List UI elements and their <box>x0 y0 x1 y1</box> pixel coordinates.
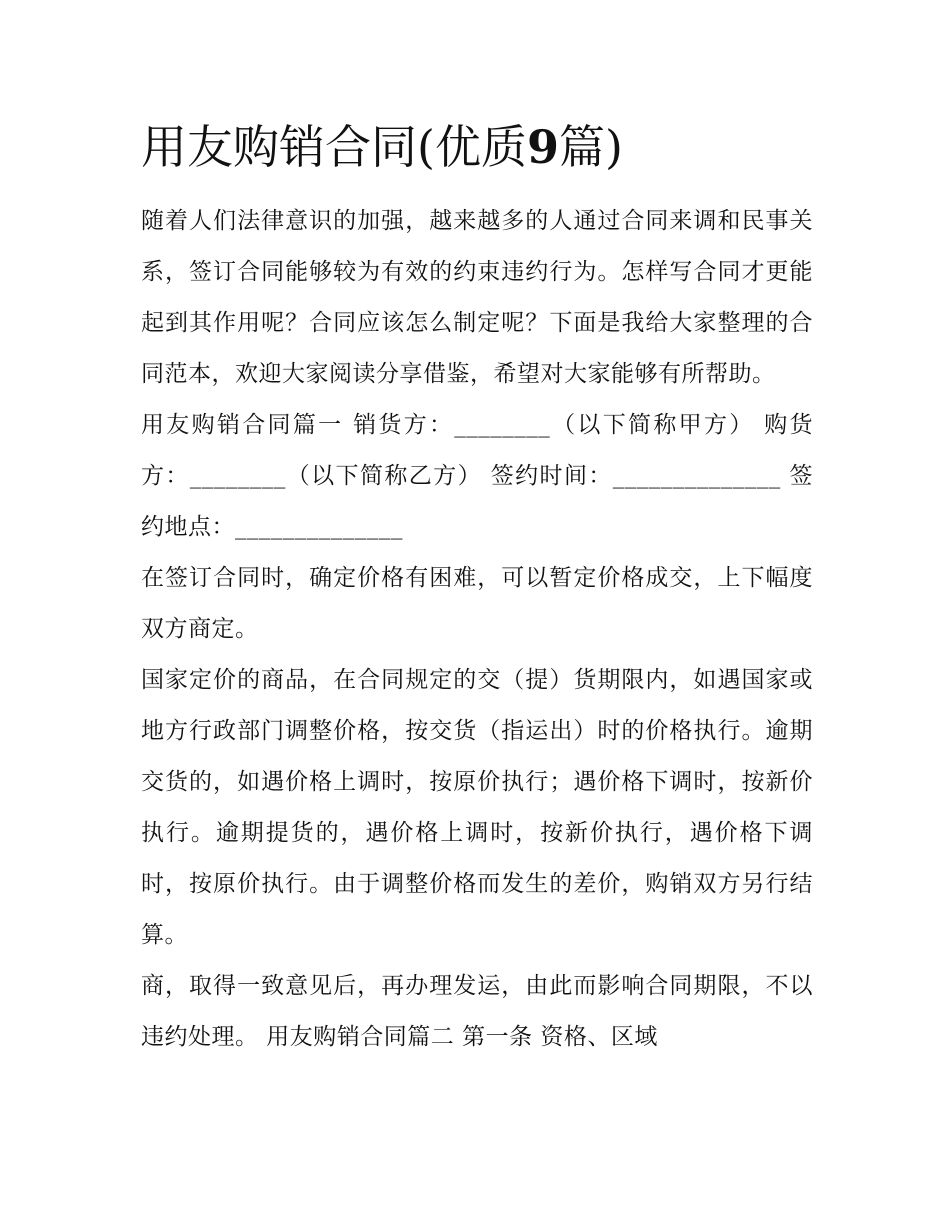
closing-paragraph: 商，取得一致意见后，再办理发运，由此而影响合同期限，不以违约处理。 用友购销合同篇二 第一条 资格、区域 <box>141 973 813 1050</box>
contract-one-parties-paragraph: 用友购销合同篇一 销货方：________（以下简称甲方） 购货方：________（以下简称乙方） 签约时间：______________ 签约地点：______________ <box>141 412 813 540</box>
intro-paragraph: 随着人们法律意识的加强，越来越多的人通过合同来调和民事关系，签订合同能够较为有效的约束违约行为。怎样写合同才更能起到其作用呢？合同应该怎么制定呢？下面是我给大家整理的合同范本，欢迎大家阅读分享借鉴，希望对大家能够有所帮助。 <box>141 208 813 387</box>
document-title <box>141 112 623 182</box>
document-body <box>141 196 813 1063</box>
title-number: 9 <box>526 120 559 174</box>
title-start: 用友购销合同(优质 <box>141 120 527 174</box>
price-adjustment-paragraph: 国家定价的商品，在合同规定的交（提）货期限内，如遇国家或地方行政部门调整价格，按交货（指运出）时的价格执行。逾期交货的，如遇价格上调时，按原价执行；遇价格下调时，按新价执行。逾期提货的，遇价格上调时，按新价执行，遇价格下调时，按原价执行。由于调整价格而发生的差价，购销双方另行结算。 <box>141 667 813 948</box>
title-end: 篇) <box>558 120 623 174</box>
price-negotiation-paragraph: 在签订合同时，确定价格有困难，可以暂定价格成交，上下幅度双方商定。 <box>141 565 813 642</box>
